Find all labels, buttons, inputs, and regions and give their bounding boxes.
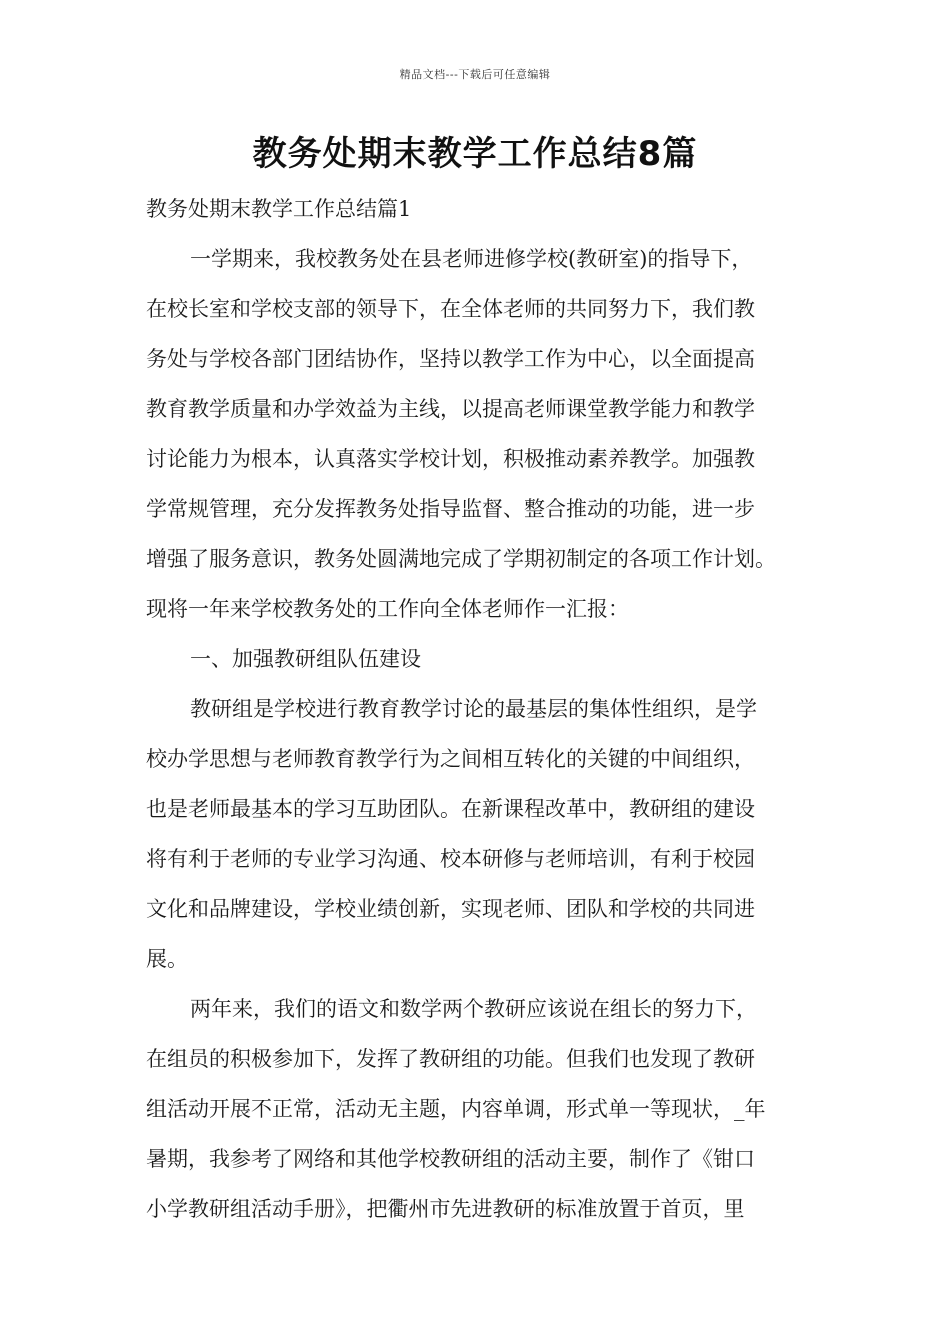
paragraph-line: 教研组是学校进行教育教学讨论的最基层的集体性组织，是学 — [190, 697, 757, 721]
paragraph-line: 现将一年来学校教务处的工作向全体老师作一汇报： — [146, 597, 629, 621]
paragraph-line: 文化和品牌建设，学校业绩创新，实现老师、团队和学校的共同进 — [146, 897, 755, 921]
paragraph-line: 也是老师最基本的学习互助团队。在新课程改革中，教研组的建设 — [146, 797, 755, 821]
paragraph-line: 在校长室和学校支部的领导下，在全体老师的共同努力下，我们教 — [146, 297, 755, 321]
paragraph-line: 小学教研组活动手册》，把衢州市先进教研的标准放置于首页，里 — [146, 1197, 745, 1221]
paragraph-line: 展。 — [146, 947, 188, 971]
subsection-heading: 一、加强教研组队伍建设 — [190, 647, 421, 671]
section-heading: 教务处期末教学工作总结篇1 — [146, 197, 412, 221]
document-body — [146, 184, 816, 1234]
paragraph-line: 讨论能力为根本，认真落实学校计划，积极推动素养教学。加强教 — [146, 447, 755, 471]
paragraph-line: 暑期，我参考了网络和其他学校教研组的活动主要，制作了《钳口 — [146, 1147, 755, 1171]
paragraph-line: 两年来，我们的语文和数学两个教研应该说在组长的努力下， — [190, 997, 757, 1021]
paragraph-line: 组活动开展不正常，活动无主题，内容单调，形式单一等现状，_年 — [146, 1097, 766, 1121]
paragraph-line: 务处与学校各部门团结协作，坚持以教学工作为中心，以全面提高 — [146, 347, 755, 371]
paragraph-line: 一学期来，我校教务处在县老师进修学校(教研室)的指导下， — [190, 247, 753, 271]
paragraph-line: 在组员的积极参加下，发挥了教研组的功能。但我们也发现了教研 — [146, 1047, 755, 1071]
paragraph-line: 增强了服务意识，教务处圆满地完成了学期初制定的各项工作计划。 — [146, 547, 776, 571]
paragraph-line: 教育教学质量和办学效益为主线，以提高老师课堂教学能力和教学 — [146, 397, 755, 421]
paragraph-line: 学常规管理，充分发挥教务处指导监督、整合推动的功能，进一步 — [146, 497, 755, 521]
paragraph-line: 将有利于老师的专业学习沟通、校本研修与老师培训，有利于校园 — [146, 847, 755, 871]
paragraph-line: 校办学思想与老师教育教学行为之间相互转化的关键的中间组织， — [146, 747, 755, 771]
header-note: 精品文档---下载后可任意编辑 — [399, 68, 551, 81]
document-title: 教务处期末教学工作总结8篇 — [252, 134, 698, 174]
